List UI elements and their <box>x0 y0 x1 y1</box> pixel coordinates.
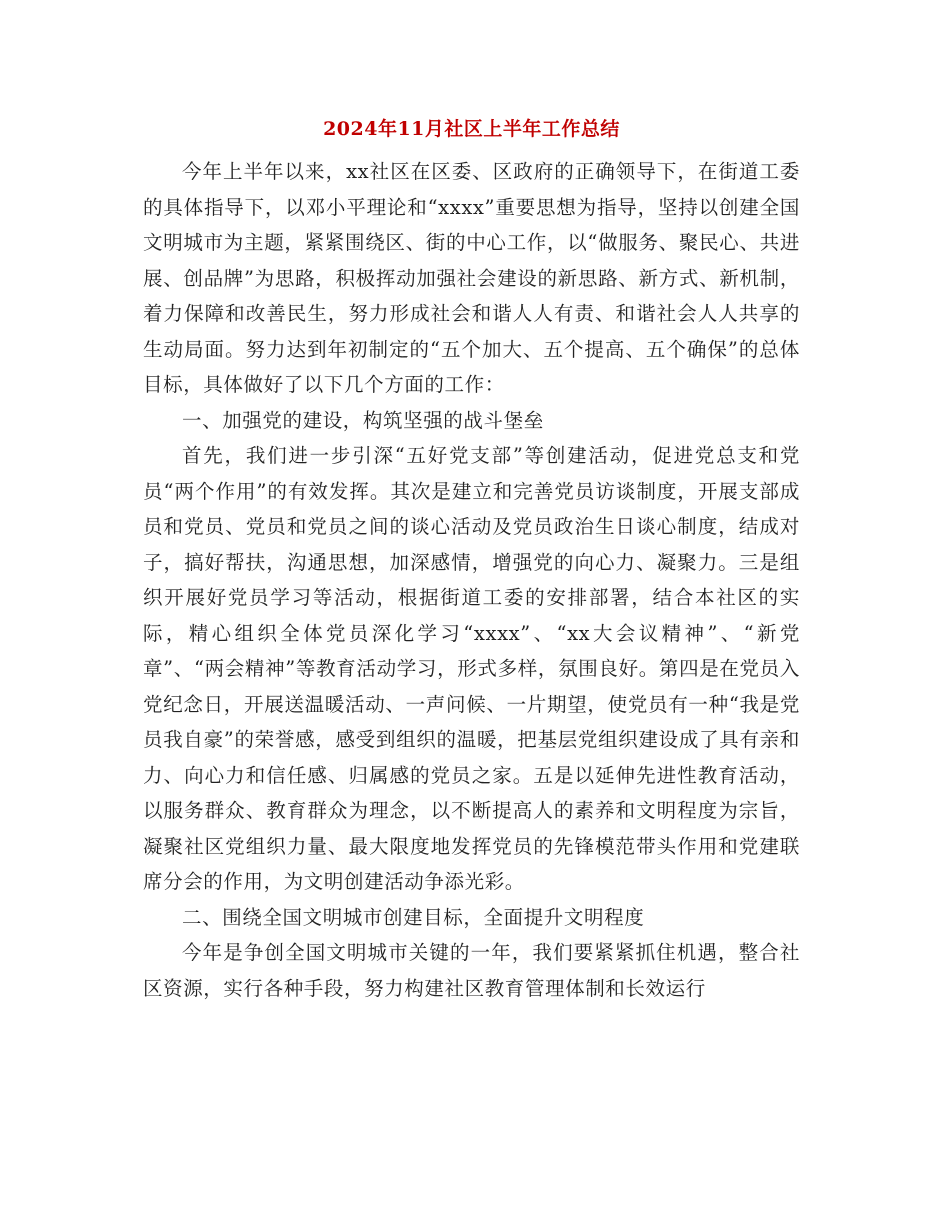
document-title: 2024年11月社区上半年工作总结 <box>323 118 620 140</box>
section-heading-1: 一、加强党的建设，构筑坚强的战斗堡垒 <box>182 408 544 432</box>
paragraph-intro: 今年上半年以来，xx社区在区委、区政府的正确领导下，在街道工委的具体指导下，以邓小平理论和“xxxx”重要思想为指导，坚持以创建全国文明城市为主题，紧紧围绕区、街的中心工作，以“做服务、聚民心、共进展、创品牌”为思路，积极挥动加强社会建设的新思路、新方式、新机制，着力保障和改善民生，努力形成社会和谐人人有责、和谐社会人人共享的生动局面。努力达到年初制定的“五个加大、五个提高、五个确保”的总体目标，具体做好了以下几个方面的工作： <box>143 160 800 396</box>
paragraph-civilized-city: 今年是争创全国文明城市关键的一年，我们要紧紧抓住机遇，整合社区资源，实行各种手段，努力构建社区教育管理体制和长效运行 <box>143 941 800 1000</box>
section-heading-2: 二、围绕全国文明城市创建目标，全面提升文明程度 <box>182 905 645 929</box>
paragraph-party-building: 首先，我们进一步引深“五好党支部”等创建活动，促进党总支和党员“两个作用”的有效发挥。其次是建立和完善党员访谈制度，开展支部成员和党员、党员和党员之间的谈心活动及党员政治生日谈心制度，结成对子，搞好帮扶，沟通思想，加深感情，增强党的向心力、凝聚力。三是组织开展好党员学习等活动，根据街道工委的安排部署，结合本社区的实际，精心组织全体党员深化学习“xxxx”、“xx大会议精神”、“新党章”、“两会精神”等教育活动学习，形式多样，氛围良好。第四是在党员入党纪念日，开展送温暖活动、一声问候、一片期望，使党员有一种“我是党员我自豪”的荣誉感，感受到组织的温暖，把基层党组织建设成了具有亲和力、向心力和信任感、归属感的党员之家。五是以延伸先进性教育活动，以服务群众、教育群众为理念，以不断提高人的素养和文明程度为宗旨，凝聚社区党组织力量、最大限度地发挥党员的先锋模范带头作用和党建联席分会的作用，为文明创建活动争添光彩。 <box>143 444 800 893</box>
